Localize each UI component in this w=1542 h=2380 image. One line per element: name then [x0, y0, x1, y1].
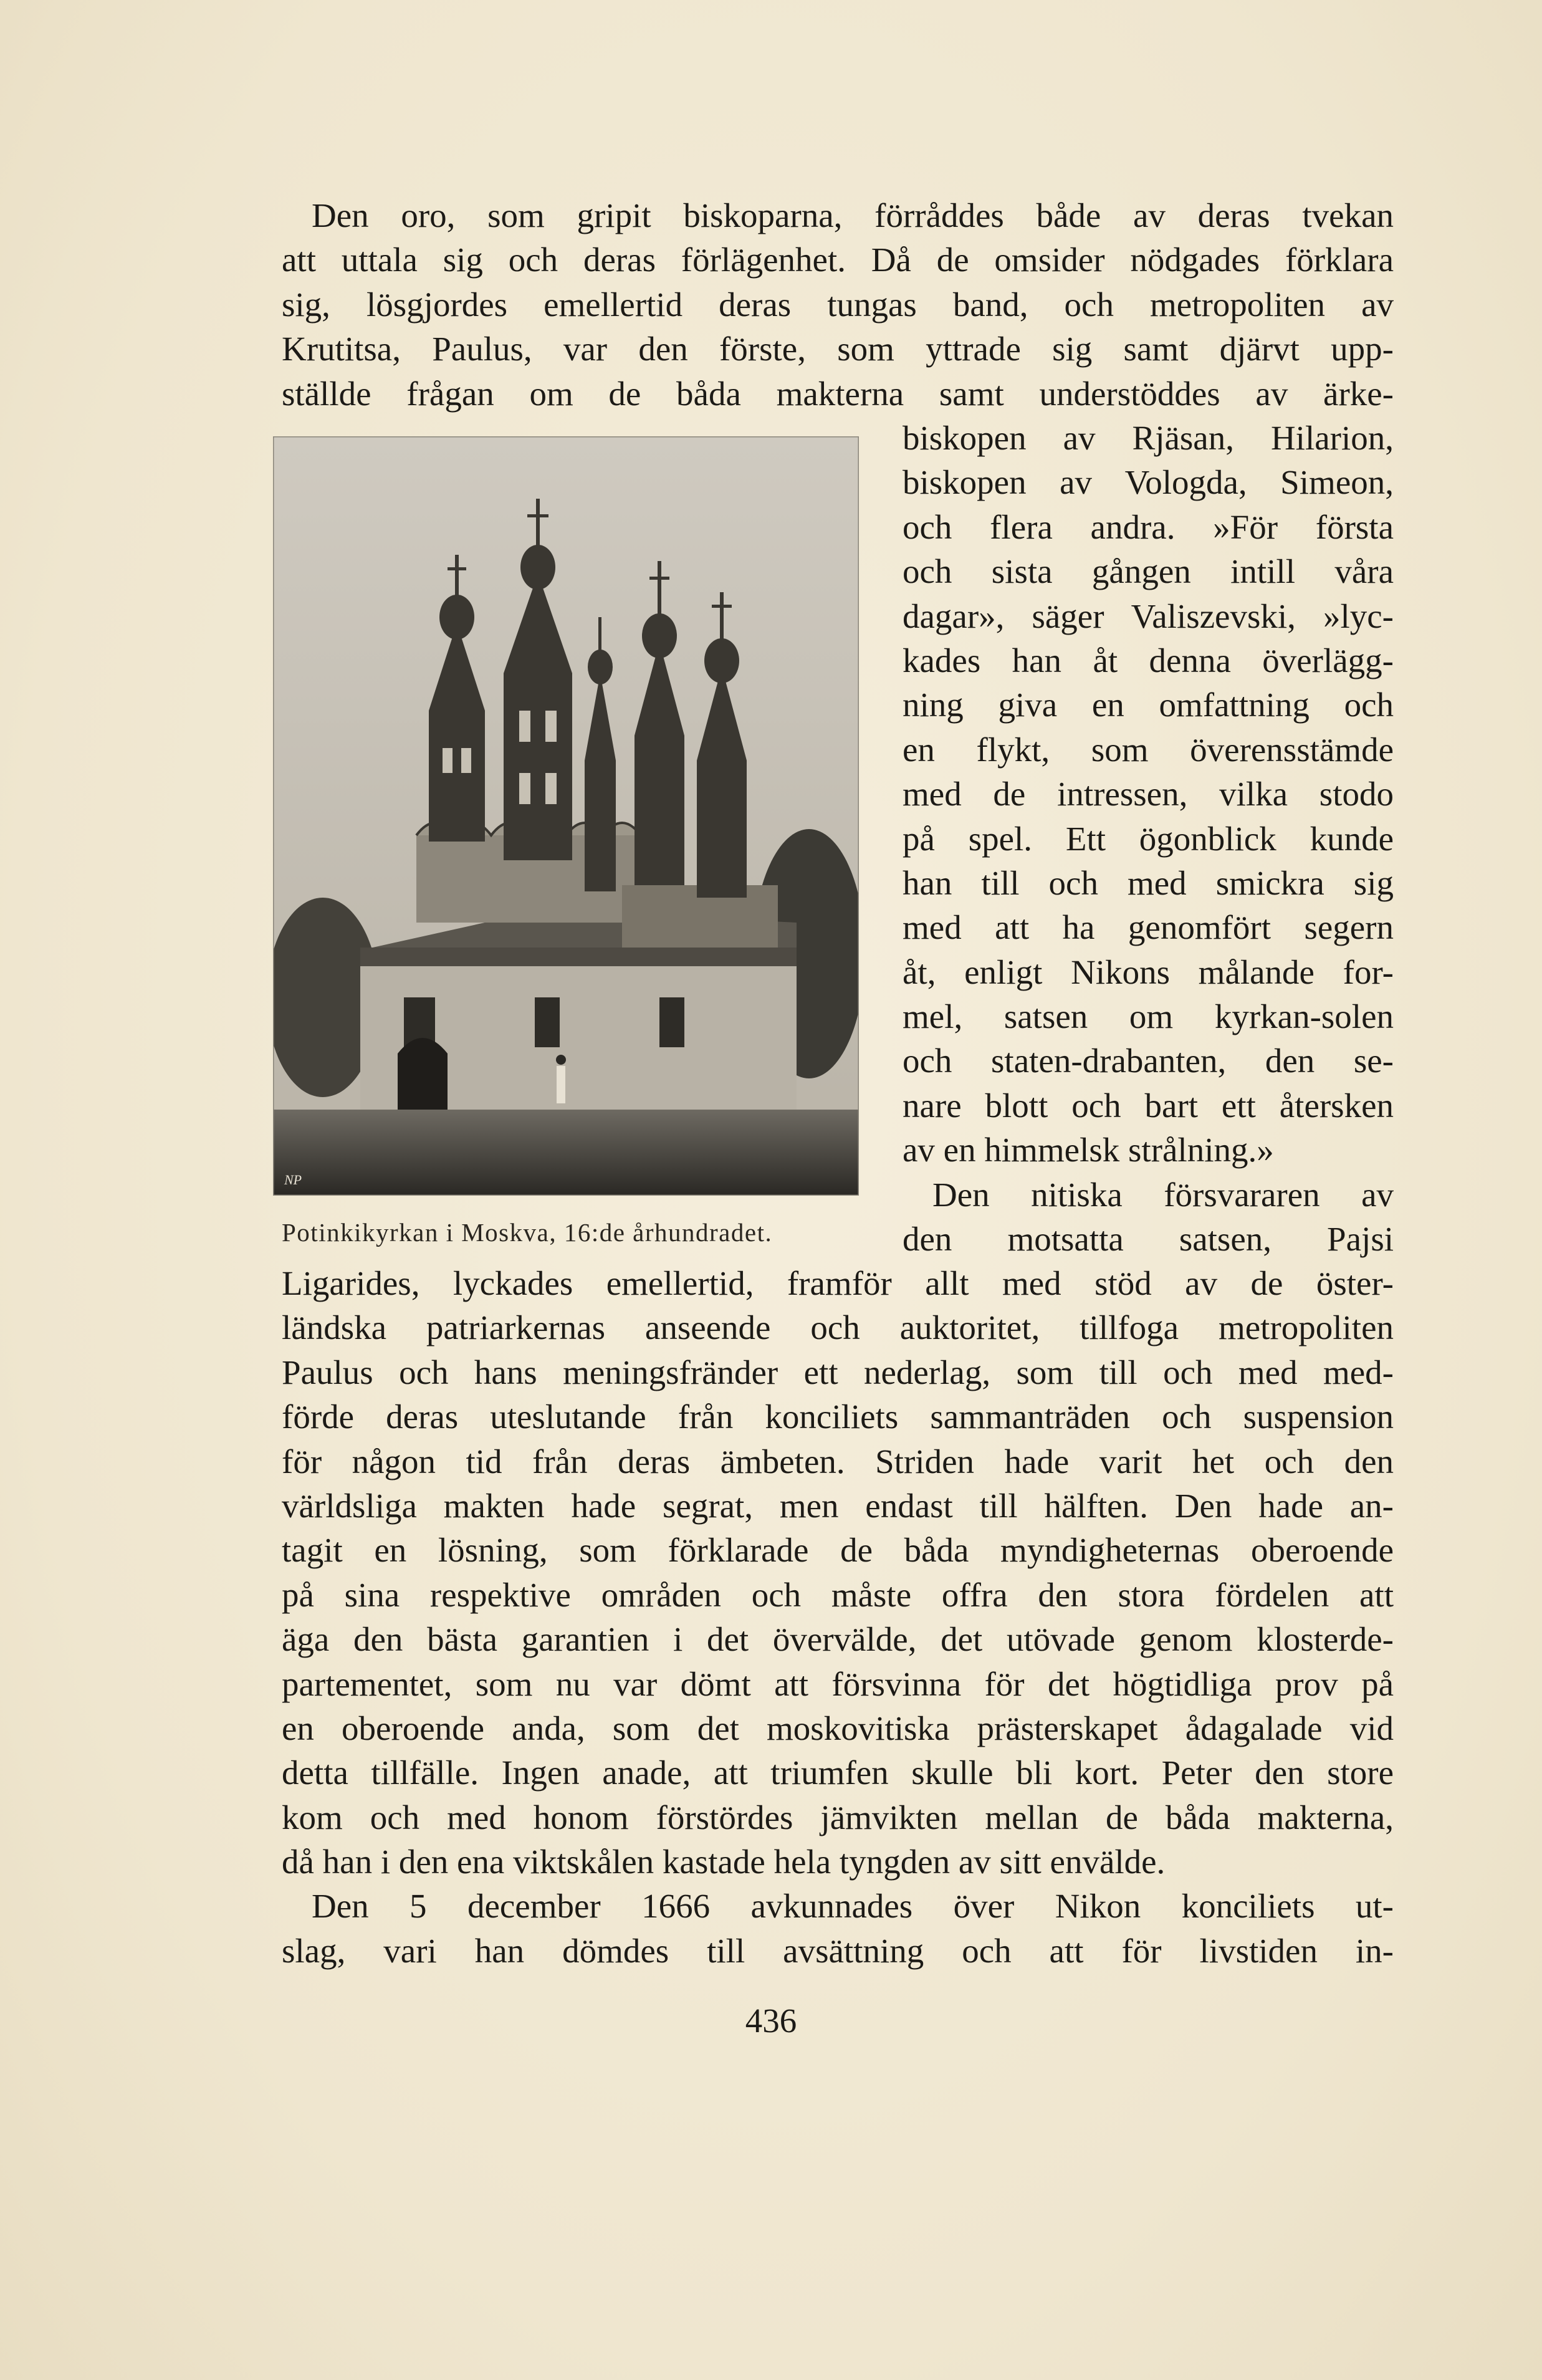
text-block-bottom — [282, 1261, 1394, 1973]
text-line: förde deras uteslutande från konciliets sammanträden och suspension — [282, 1398, 1394, 1436]
text-line: partementet, som nu var dömt att försvinna för det högtidliga prov på — [282, 1664, 1394, 1703]
photo-mark: NP — [284, 1172, 302, 1188]
text-line: på spel. Ett ögonblick kunde — [903, 819, 1394, 858]
text-line: han till och med smickra sig — [903, 863, 1394, 902]
text-line: biskopen av Vologda, Simeon, — [903, 463, 1394, 502]
photo-caption: Potinkikyrkan i Moskva, 16:de århundradet. — [282, 1218, 773, 1247]
text-line: ning giva en omfattning och — [903, 686, 1394, 724]
page-number: 436 — [745, 2002, 797, 2040]
text-line: ställde frågan om de båda makterna samt understöddes av ärke- — [282, 374, 1394, 413]
text-line: tagit en lösning, som förklarade de båda myndigheternas oberoende — [282, 1531, 1394, 1570]
text-block-side — [903, 416, 1394, 1261]
text-block-top — [282, 193, 1394, 416]
text-line: Krutitsa, Paulus, var den förste, som yttrade sig samt djärvt upp- — [282, 330, 1394, 368]
text-line: för någon tid från deras ämbeten. Striden hade varit het och den — [282, 1442, 1394, 1480]
text-line: och sista gången intill våra — [903, 552, 1394, 591]
text-line: Den 5 december 1666 avkunnades över Nikon konciliets ut- — [312, 1887, 1394, 1926]
text-line: med att ha genomfört segern — [903, 908, 1394, 947]
text-line: kom och med honom förstördes jämvikten mellan de båda makterna, — [282, 1798, 1394, 1836]
text-line: världsliga makten hade segrat, men endast till hälften. Den hade an- — [282, 1486, 1394, 1525]
text-line: sig, lösgjordes emellertid deras tungas band, och metropoliten av — [282, 285, 1394, 324]
text-line: ländska patriarkernas anseende och auktoritet, tillfoga metropoliten — [282, 1308, 1394, 1347]
text-line: Den nitiska försvararen av — [932, 1175, 1394, 1214]
text-line: kades han åt denna överlägg- — [903, 641, 1394, 679]
church-photograph — [273, 436, 859, 1196]
text-line: då han i den ena viktskålen kastade hela tyngden av sitt envälde. — [282, 1843, 1166, 1881]
text-line: Den oro, som gripit biskoparna, förråddes både av deras tvekan — [312, 196, 1394, 234]
text-line: och staten-drabanten, den se- — [903, 1042, 1394, 1080]
text-line: nare blott och bart ett återsken — [903, 1086, 1394, 1125]
church-illustration — [273, 436, 859, 1196]
text-line: Ligarides, lyckades emellertid, framför allt med stöd av de öster- — [282, 1264, 1394, 1302]
text-line: biskopen av Rjäsan, Hilarion, — [903, 419, 1394, 457]
text-line: dagar», säger Valiszevski, »lyc- — [903, 597, 1394, 635]
text-line: åt, enligt Nikons målande for- — [903, 952, 1394, 991]
text-line: äga den bästa garantien i det övervälde, det utövade genom klosterde- — [282, 1620, 1394, 1659]
text-line: detta tillfälle. Ingen anade, att triumfen skulle bli kort. Peter den store — [282, 1754, 1394, 1792]
text-line: mel, satsen om kyrkan-solen — [903, 997, 1394, 1036]
text-line: och flera andra. »För första — [903, 507, 1394, 546]
text-line: av en himmelsk strålning.» — [903, 1131, 1274, 1169]
text-line: en oberoende anda, som det moskovitiska prästerskapet ådagalade vid — [282, 1709, 1394, 1747]
text-line: med de intressen, vilka stodo — [903, 775, 1394, 813]
text-line: Paulus och hans meningsfränder ett nederlag, som till och med med- — [282, 1353, 1394, 1391]
text-line: att uttala sig och deras förlägenhet. Då de omsider nödgades förklara — [282, 241, 1394, 279]
text-line: slag, vari han dömdes till avsättning och att för livstiden in- — [282, 1931, 1394, 1970]
text-line: den motsatta satsen, Pajsi — [903, 1220, 1394, 1259]
text-line: en flykt, som överensstämde — [903, 730, 1394, 769]
text-line: på sina respektive områden och måste offra den stora fördelen att — [282, 1575, 1394, 1614]
